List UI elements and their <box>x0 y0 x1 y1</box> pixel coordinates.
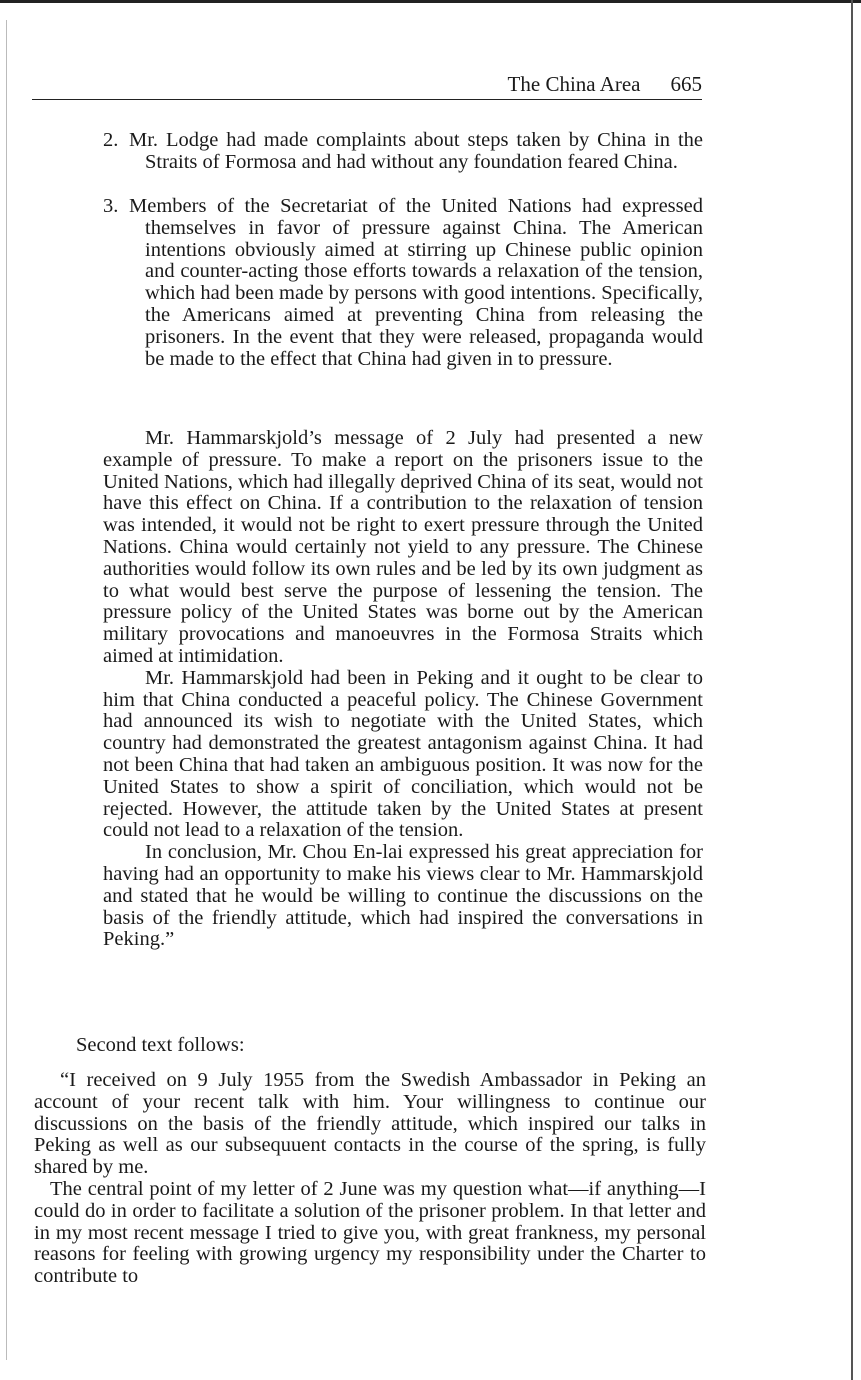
paragraph: Mr. Hammarskjold had been in Peking and it ought to be clear to him that China conducted a peaceful policy. The Chinese Government had announced its wish to negotiate with the United States, which country had demonstrated the greatest antagonism against China. It had not been China that had taken an ambiguous position. It was now for the United States to show a spirit of conciliation, which would not be rejected. However, the attitude taken by the United States at present could not lead to a relaxation of the tension. <box>103 666 703 842</box>
list-item-text: Mr. Lodge had made complaints about steps taken by China in the Straits of Formosa and had without any foundation feared China. <box>129 129 703 173</box>
second-text-intro: Second text follows: <box>76 1034 245 1056</box>
list-item-2 <box>103 130 703 174</box>
letter-text <box>34 1070 706 1288</box>
page-number: 665 <box>670 72 702 96</box>
paragraph: Mr. Hammarskjold’s message of 2 July had presented a new example of pressure. To make a report on the prisoners issue to the United Nations, which had illegally deprived China of its seat, would not have this effect on China. If a contribution to the relaxation of tension was intended, it would not be right to exert pressure through the United Nations. China would certainly not yield to any pressure. The Chinese authorities would follow its own rules and be led by its own judgment as to what would best serve the purpose of lessening the tension. The pressure policy of the United States was borne out by the American military provocations and manoeuvres in the Formosa Straits which aimed at intimidation. <box>103 427 703 667</box>
paragraph: “I received on 9 July 1955 from the Swedish Ambassador in Peking an account of your recent talk with him. Your willingness to continue our discussions on the basis of the friendly attitude, which inspired our talks in Peking as well as our subsequuent contacts in the course of the spring, is fully shared by me. <box>34 1069 706 1179</box>
left-page-edge <box>6 20 7 1360</box>
running-header <box>32 72 702 100</box>
list-item-text: Members of the Secretariat of the United Nations had expressed themselves in favor of pressure against China. The American intentions obviously aimed at stirring up Chinese public opinion and counter-acting those efforts towards a relaxation of the tension, which had been made by persons with good intentions. Specifically, the Americans aimed at preventing China from releasing the prisoners. In the event that they were released, propaganda would be made to the effect that China had given in to pressure. <box>129 195 703 370</box>
list-item-3 <box>103 196 703 370</box>
list-item-number: 2. <box>103 129 119 151</box>
paragraph: In conclusion, Mr. Chou En-lai expressed his great appreciation for having had an opportunity to make his views clear to Mr. Hammarskjold and stated that he would be willing to continue the discussions on the basis of the friendly attitude, which had inspired the conversations in Peking.” <box>103 841 703 951</box>
top-border <box>0 0 861 3</box>
quoted-account <box>103 428 703 951</box>
running-title: The China Area <box>507 72 641 96</box>
paragraph: The central point of my letter of 2 June was my question what—if anything—I could do in order to facilitate a solution of the prisoner problem. In that letter and in my most recent message I tried to give you, with great frankness, my personal reasons for feeling with growing urgency my responsibility under the Charter to contribute to <box>34 1177 706 1288</box>
right-page-edge <box>851 0 853 1380</box>
list-item-number: 3. <box>103 195 119 217</box>
